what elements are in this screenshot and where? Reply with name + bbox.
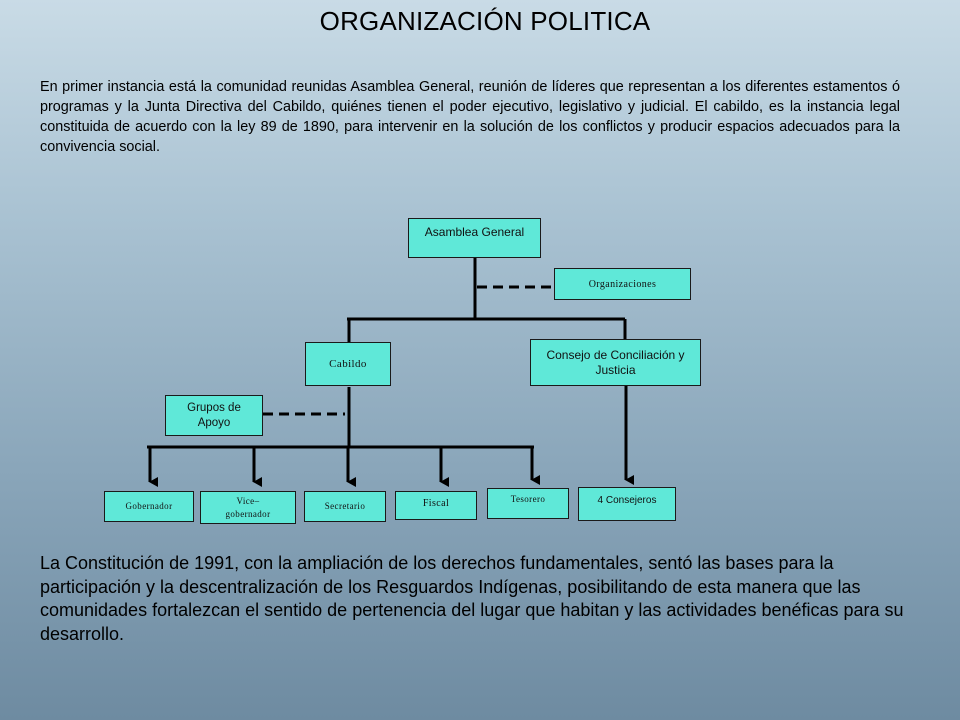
box-organizaciones-label: Organizaciones xyxy=(588,278,657,290)
box-secretario xyxy=(304,491,386,522)
box-consejeros-label: 4 Consejeros xyxy=(597,495,657,506)
box-fiscal xyxy=(395,491,477,520)
box-consejeros xyxy=(578,487,676,521)
box-fiscal-label: Fiscal xyxy=(422,498,450,509)
box-grupos-label: Grupos de Apoyo xyxy=(187,401,241,429)
box-gobernador xyxy=(104,491,194,522)
box-cabildo-label: Cabildo xyxy=(329,357,367,370)
box-secretario-label: Secretario xyxy=(324,501,366,511)
box-gobernador-label: Gobernador xyxy=(125,501,173,511)
box-tesorero-label: Tesorero xyxy=(510,494,546,504)
box-consejo-conciliacion xyxy=(530,339,701,386)
box-consejo-label: Consejo de Conciliación y Justicia xyxy=(546,347,685,377)
intro-paragraph: En primer instancia está la comunidad reunidas Asamblea General, reunión de líderes que representan a los diferentes estamentos ó programas y la Junta Directiva del Cabildo, quiénes tienen el poder ejecutivo, legislativo y judicial. El cabildo, es la instancia legal constituida de acuerdo con la ley 89 de 1890, para intervenir en la solución de los conflictos y producir espacios adecuados para la convivencia social. xyxy=(40,79,900,155)
box-grupos-apoyo xyxy=(165,395,263,436)
box-asamblea-label: Asamblea General xyxy=(424,225,525,239)
page-title: ORGANIZACIÓN POLITICA xyxy=(319,6,651,36)
box-organizaciones xyxy=(554,268,691,300)
box-asamblea-general xyxy=(408,218,541,258)
box-vicegobernador xyxy=(200,491,296,524)
box-tesorero xyxy=(487,488,569,519)
box-cabildo xyxy=(305,342,391,386)
outro-paragraph: La Constitución de 1991, con la ampliación de los derechos fundamentales, sentó las bases para la participación y la descentralización de los Resguardos Indígenas, posibilitando de esta manera que las comunidades fortalezcan el sentido de pertenencia del lugar que habitan y las actividades benéficas para su desarrollo. xyxy=(40,553,904,644)
box-vicegobernador-label: Vice– gobernador xyxy=(225,495,271,519)
